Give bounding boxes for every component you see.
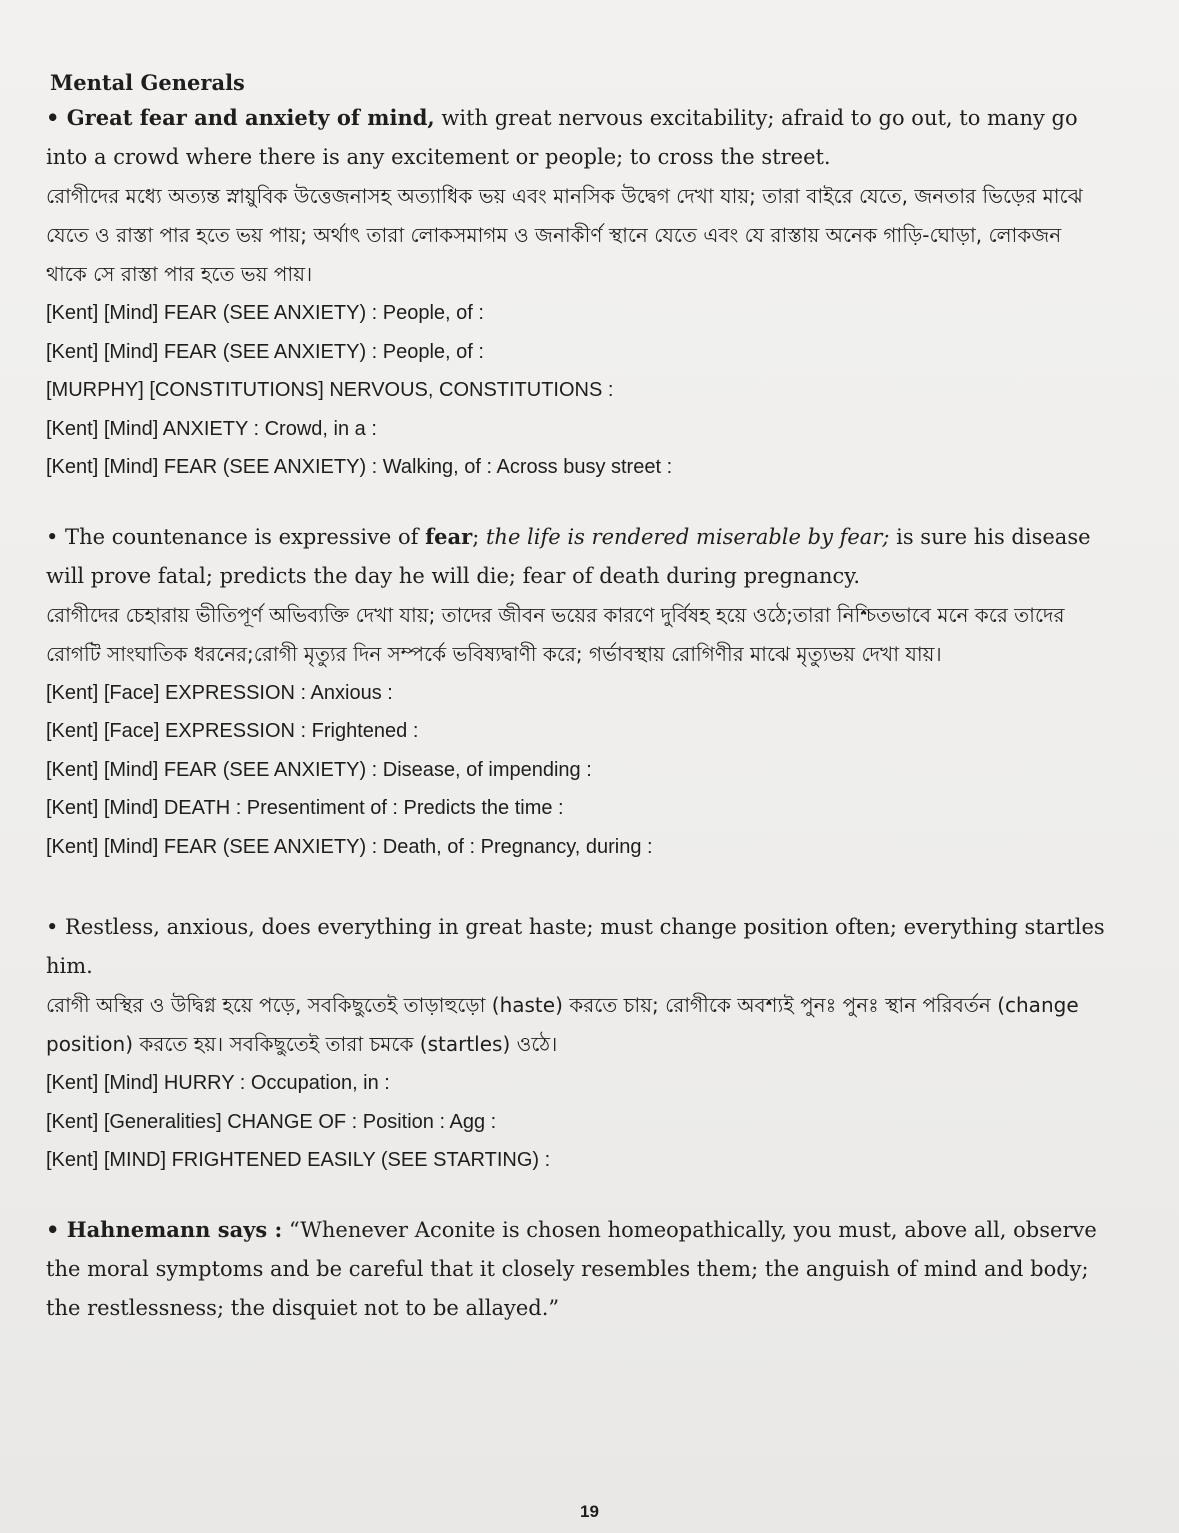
rubric-line: [Kent] [Mind] FEAR (SEE ANXIETY) : Disease, of impending : — [46, 758, 592, 781]
rubric-list — [46, 1064, 1105, 1180]
paragraph-text: • The countenance is expressive of — [46, 524, 426, 549]
rubric-list — [46, 674, 1105, 867]
quote-text: “Whenever Aconite is chosen homeopathically, you must, above all, observe the moral symptoms and be careful that it closely resembles them; the anguish of mind and body; the restlessness; the disquiet not to be allayed.” — [46, 1217, 1097, 1320]
bold-lead: • Great fear and anxiety of mind, — [46, 105, 435, 130]
rubric-line: [Kent] [Generalities] CHANGE OF : Position : Agg : — [46, 1110, 497, 1133]
rubric-line: [Kent] [Mind] FEAR (SEE ANXIETY) : People, of : — [46, 302, 484, 324]
page-number: 19 — [580, 1502, 599, 1521]
bold-lead: • Hahnemann says : — [46, 1216, 283, 1242]
bengali-translation: রোগী অস্থির ও উদ্বিগ্ন হয়ে পড়ে, সবকিছুতেই তাড়াহুড়ো (haste) করতে চায়; রোগীকে অবশ্যই পুনঃ পুনঃ স্থান পরিবর্তন (change position) করতে হয়। সবকিছুতেই তারা চমকে (startles) ওঠে। — [46, 993, 1079, 1056]
paragraph-fear-anxiety — [46, 98, 1105, 177]
rubric-line: [Kent] [Mind] FEAR (SEE ANXIETY) : People, of : — [46, 340, 484, 363]
paragraph-hahnemann-quote — [46, 1210, 1105, 1328]
spacer — [46, 866, 1105, 908]
paragraph-text: ; — [472, 524, 486, 549]
paragraph-restless: • Restless, anxious, does everything in great haste; must change position often; everything startles him. — [46, 915, 1105, 978]
italic-phrase: the life is rendered miserable by fear; — [485, 524, 890, 549]
rubric-line: [Kent] [Mind] DEATH : Presentiment of : Predicts the time : — [46, 797, 564, 819]
paragraph-text: with great nervous excitability; afraid to go out, to many go into a crowd where there is any excitement or people; to cross the street. — [46, 106, 1078, 169]
paragraph-text: is sure his disease will prove fatal; predicts the day he will die; fear of death during pregnancy. — [46, 524, 1091, 588]
spacer — [46, 1180, 1105, 1210]
section-heading: Mental Generals — [50, 70, 245, 95]
rubric-line: [Kent] [Face] EXPRESSION : Frightened : — [46, 720, 419, 742]
rubric-line: [Kent] [Mind] FEAR (SEE ANXIETY) : Death, of : Pregnancy, during : — [46, 835, 653, 858]
rubric-list — [46, 294, 1105, 487]
rubric-line: [Kent] [Face] EXPRESSION : Anxious : — [46, 681, 393, 704]
rubric-line: [MURPHY] [CONSTITUTIONS] NERVOUS, CONSTITUTIONS : — [46, 379, 614, 401]
spacer — [46, 487, 1105, 517]
paragraph-countenance — [46, 517, 1105, 596]
rubric-line: [Kent] [Mind] ANXIETY : Crowd, in a : — [46, 417, 377, 440]
rubric-line: [Kent] [Mind] FEAR (SEE ANXIETY) : Walking, of : Across busy street : — [46, 456, 673, 478]
bengali-translation: রোগীদের চেহারায় ভীতিপূর্ণ অভিব্যক্তি দেখা যায়; তাদের জীবন ভয়ের কারণে দুর্বিষহ হয়ে ওঠে;তারা নিশ্চিতভাবে মনে করে তাদের রোগটি সাংঘাতিক ধরনের;রোগী মৃত্যুর দিন সম্পর্কে ভবিষ্যদ্বাণী করে; গর্ভাবস্থায় রোগিণীর মাঝে মৃত্যুভয় দেখা যায়। — [46, 602, 1065, 666]
bold-word: fear — [425, 523, 473, 549]
rubric-line: [Kent] [Mind] HURRY : Occupation, in : — [46, 1072, 390, 1094]
rubric-line: [Kent] [MIND] FRIGHTENED EASILY (SEE STARTING) : — [46, 1149, 551, 1171]
bengali-translation: রোগীদের মধ্যে অত্যন্ত স্নায়ুবিক উত্তেজনাসহ অত্যাধিক ভয় এবং মানসিক উদ্বেগ দেখা যায়; তারা বাইরে যেতে, জনতার ভিড়ের মাঝে যেতে ও রাস্তা পার হতে ভয় পায়; অর্থাৎ তারা লোকসমাগম ও জনাকীর্ণ স্থানে যেতে এবং যে রাস্তায় অনেক গাড়ি-ঘোড়া, লোকজন থাকে সে রাস্তা পার হতে ভয় পায়। — [46, 184, 1083, 286]
